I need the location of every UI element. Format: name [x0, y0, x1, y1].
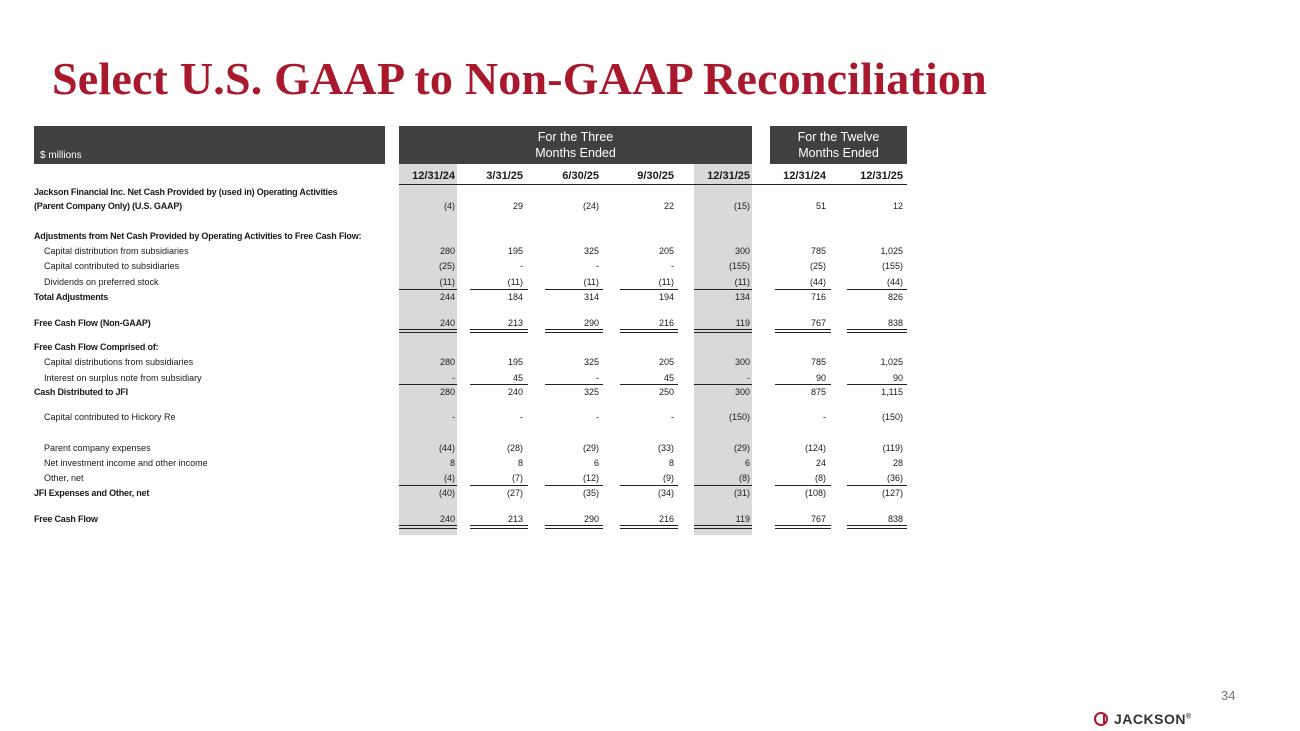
table-cell: (25)	[809, 261, 826, 271]
table-cell: 8	[517, 458, 523, 468]
subtotal-rule	[399, 289, 457, 290]
table-cell: -	[823, 412, 826, 422]
table-row	[34, 457, 907, 470]
table-cell: 314	[583, 292, 599, 302]
table-cell: -	[596, 373, 599, 383]
table-cell: 785	[810, 357, 826, 367]
table-row	[34, 245, 907, 258]
table-cell: (44)	[809, 277, 826, 287]
table-cell: 290	[583, 514, 599, 524]
subtotal-rule	[694, 485, 752, 486]
table-cell: 8	[449, 458, 455, 468]
subtotal-rule	[620, 485, 678, 486]
column-header: 12/31/25	[707, 170, 750, 182]
row-label: Free Cash Flow	[34, 514, 98, 524]
total-double-rule	[545, 525, 603, 529]
table-cell: (150)	[728, 412, 750, 422]
subtotal-rule	[470, 289, 528, 290]
table-cell: (31)	[733, 488, 750, 498]
table-row	[34, 186, 907, 199]
column-header: 12/31/24	[783, 170, 826, 182]
subtotal-rule	[775, 289, 831, 290]
total-double-rule	[545, 329, 603, 333]
table-cell: 8	[668, 458, 674, 468]
subtotal-rule	[545, 485, 603, 486]
row-label: Net investment income and other income	[44, 458, 208, 468]
table-cell: 28	[892, 458, 903, 468]
page-title: Select U.S. GAAP to Non-GAAP Reconciliation	[52, 53, 987, 104]
table-cell: 240	[439, 514, 455, 524]
table-cell: 134	[734, 292, 750, 302]
total-double-rule	[399, 329, 457, 333]
table-cell: 1,115	[881, 387, 903, 397]
table-cell: 280	[439, 357, 455, 367]
table-cell: 6	[593, 458, 599, 468]
row-label: Capital contributed to Hickory Re	[44, 412, 176, 422]
table-row	[34, 200, 907, 213]
table-cell: (11)	[507, 277, 523, 287]
row-label: Cash Distributed to JFI	[34, 387, 128, 397]
table-cell: 325	[583, 357, 599, 367]
total-double-rule	[470, 329, 528, 333]
trademark-mark: ®	[1185, 713, 1192, 721]
units-label: $ millions	[40, 150, 82, 161]
table-cell: 195	[507, 357, 523, 367]
table-cell: -	[452, 412, 455, 422]
table-cell: (4)	[444, 201, 455, 211]
column-header: 9/30/25	[637, 170, 674, 182]
subtotal-rule	[694, 289, 752, 290]
total-double-rule	[620, 329, 678, 333]
total-double-rule	[694, 525, 752, 529]
table-cell: (44)	[438, 443, 455, 453]
subtotal-rule	[847, 384, 907, 385]
table-cell: 205	[658, 357, 674, 367]
table-cell: 240	[507, 387, 523, 397]
table-row	[34, 230, 907, 243]
table-cell: 325	[583, 246, 599, 256]
table-cell: 300	[734, 246, 750, 256]
table-cell: 280	[439, 387, 455, 397]
table-cell: (124)	[804, 443, 826, 453]
table-cell: (36)	[886, 473, 903, 483]
table-cell: 216	[658, 318, 674, 328]
table-cell: (11)	[439, 277, 455, 287]
table-cell: (127)	[881, 488, 903, 498]
table-cell: 716	[810, 292, 826, 302]
table-cell: 22	[663, 201, 674, 211]
table-cell: 838	[887, 318, 903, 328]
table-cell: (24)	[582, 201, 599, 211]
table-cell: (29)	[733, 443, 750, 453]
table-cell: 767	[810, 514, 826, 524]
row-label: (Parent Company Only) (U.S. GAAP)	[34, 201, 182, 211]
total-double-rule	[847, 525, 907, 529]
table-row	[34, 276, 907, 289]
row-label: Free Cash Flow (Non-GAAP)	[34, 318, 151, 328]
three-months-header	[399, 126, 752, 164]
table-cell: (8)	[815, 473, 826, 483]
table-cell: (155)	[728, 261, 750, 271]
table-cell: (33)	[657, 443, 674, 453]
total-double-rule	[620, 525, 678, 529]
brand-text: JACKSON	[1114, 711, 1186, 727]
row-label: Total Adjustments	[34, 292, 109, 302]
table-header-label-cell	[34, 126, 385, 164]
table-row	[34, 386, 907, 399]
table-row	[34, 356, 907, 369]
subtotal-rule	[775, 485, 831, 486]
table-cell: -	[452, 373, 455, 383]
total-double-rule	[775, 525, 831, 529]
table-cell: (27)	[506, 488, 523, 498]
column-header: 12/31/25	[860, 170, 903, 182]
twelve-months-line2: Months Ended	[798, 146, 879, 160]
table-cell: 240	[439, 318, 455, 328]
subtotal-rule	[847, 485, 907, 486]
table-cell: (11)	[583, 277, 599, 287]
subtotal-rule	[470, 384, 528, 385]
table-cell: 195	[507, 246, 523, 256]
row-label: Parent company expenses	[44, 443, 151, 453]
table-cell: 119	[735, 318, 750, 328]
table-cell: -	[520, 261, 523, 271]
subtotal-rule	[399, 485, 457, 486]
table-cell: (155)	[881, 261, 903, 271]
subtotal-rule	[470, 485, 528, 486]
table-cell: (11)	[734, 277, 750, 287]
table-cell: (11)	[658, 277, 674, 287]
table-row	[34, 442, 907, 455]
table-cell: 119	[735, 514, 750, 524]
table-cell: 244	[439, 292, 455, 302]
table-cell: -	[596, 412, 599, 422]
total-double-rule	[399, 525, 457, 529]
table-cell: -	[596, 261, 599, 271]
table-row	[34, 260, 907, 273]
table-cell: 24	[815, 458, 826, 468]
table-cell: (8)	[739, 473, 750, 483]
subtotal-rule	[620, 384, 678, 385]
subtotal-rule	[775, 384, 831, 385]
row-label: JFI Expenses and Other, net	[34, 488, 150, 498]
column-header-row	[34, 170, 907, 183]
table-cell: (29)	[582, 443, 599, 453]
column-header: 6/30/25	[562, 170, 599, 182]
table-cell: -	[520, 412, 523, 422]
row-label: Capital distribution from subsidiaries	[44, 246, 189, 256]
row-label: Other, net	[44, 473, 84, 483]
table-cell: (28)	[506, 443, 523, 453]
table-cell: 300	[734, 357, 750, 367]
table-cell: 1,025	[880, 246, 903, 256]
twelve-months-line1: For the Twelve	[797, 130, 880, 144]
row-label: Free Cash Flow Comprised of:	[34, 342, 159, 352]
table-cell: 325	[583, 387, 599, 397]
table-row	[34, 341, 907, 354]
table-cell: (25)	[438, 261, 455, 271]
total-double-rule	[470, 525, 528, 529]
subtotal-rule	[399, 384, 457, 385]
table-row	[34, 291, 907, 304]
table-cell: 767	[810, 318, 826, 328]
total-double-rule	[847, 329, 907, 333]
page-number: 34	[1221, 688, 1236, 703]
jackson-logo-icon	[1094, 712, 1108, 726]
total-double-rule	[694, 329, 752, 333]
table-cell: 216	[658, 514, 674, 524]
total-double-rule	[775, 329, 831, 333]
table-row	[34, 411, 907, 424]
table-cell: 300	[734, 387, 750, 397]
table-cell: 250	[658, 387, 674, 397]
table-cell: 205	[658, 246, 674, 256]
three-months-line2: Months Ended	[535, 146, 616, 160]
table-cell: 194	[658, 292, 674, 302]
table-cell: 51	[815, 201, 826, 211]
row-label: Interest on surplus note from subsidiary	[44, 373, 202, 383]
row-label: Adjustments from Net Cash Provided by Operating Activities to Free Cash Flow:	[34, 231, 362, 241]
three-months-line1: For the Three	[537, 130, 614, 144]
row-label: Capital contributed to subsidiaries	[44, 261, 180, 271]
table-cell: 6	[744, 458, 750, 468]
table-cell: (40)	[438, 488, 455, 498]
table-cell: 290	[583, 318, 599, 328]
table-cell: 45	[663, 373, 674, 383]
twelve-months-header	[770, 126, 907, 164]
row-label: Jackson Financial Inc. Net Cash Provided by (used in) Operating Activities	[34, 187, 338, 197]
table-cell: 213	[507, 318, 523, 328]
table-cell: 875	[810, 387, 826, 397]
table-cell: 45	[512, 373, 523, 383]
table-row	[34, 487, 907, 500]
table-cell: (34)	[657, 488, 674, 498]
table-cell: 838	[887, 514, 903, 524]
table-cell: 1,025	[880, 357, 903, 367]
table-cell: (12)	[582, 473, 599, 483]
subtotal-rule	[545, 289, 603, 290]
table-cell: (108)	[804, 488, 826, 498]
column-header: 12/31/24	[412, 170, 455, 182]
subtotal-rule	[694, 384, 752, 385]
subtotal-rule	[847, 289, 907, 290]
subtotal-rule	[620, 289, 678, 290]
column-header: 3/31/25	[486, 170, 523, 182]
subtotal-rule	[545, 384, 603, 385]
table-cell: 826	[887, 292, 903, 302]
table-cell: (119)	[882, 443, 903, 453]
table-cell: (150)	[881, 412, 903, 422]
table-cell: 785	[810, 246, 826, 256]
table-cell: (15)	[733, 201, 750, 211]
row-label: Dividends on preferred stock	[44, 277, 159, 287]
table-cell: 12	[892, 201, 903, 211]
jackson-logo	[1094, 711, 1192, 727]
table-cell: -	[747, 373, 750, 383]
table-cell: (44)	[886, 277, 903, 287]
table-cell: 90	[892, 373, 903, 383]
table-row	[34, 472, 907, 485]
table-cell: 213	[507, 514, 523, 524]
row-label: Capital distributions from subsidiaries	[44, 357, 194, 367]
table-cell: (7)	[512, 473, 523, 483]
table-cell: (4)	[444, 473, 455, 483]
table-cell: -	[671, 261, 674, 271]
table-cell: 90	[815, 373, 826, 383]
table-cell: -	[671, 412, 674, 422]
table-cell: 280	[439, 246, 455, 256]
table-cell: 184	[507, 292, 523, 302]
brand-name	[1114, 711, 1192, 727]
table-cell: (35)	[582, 488, 599, 498]
table-cell: 29	[512, 201, 523, 211]
column-header-underline	[399, 184, 907, 185]
table-cell: (9)	[663, 473, 674, 483]
